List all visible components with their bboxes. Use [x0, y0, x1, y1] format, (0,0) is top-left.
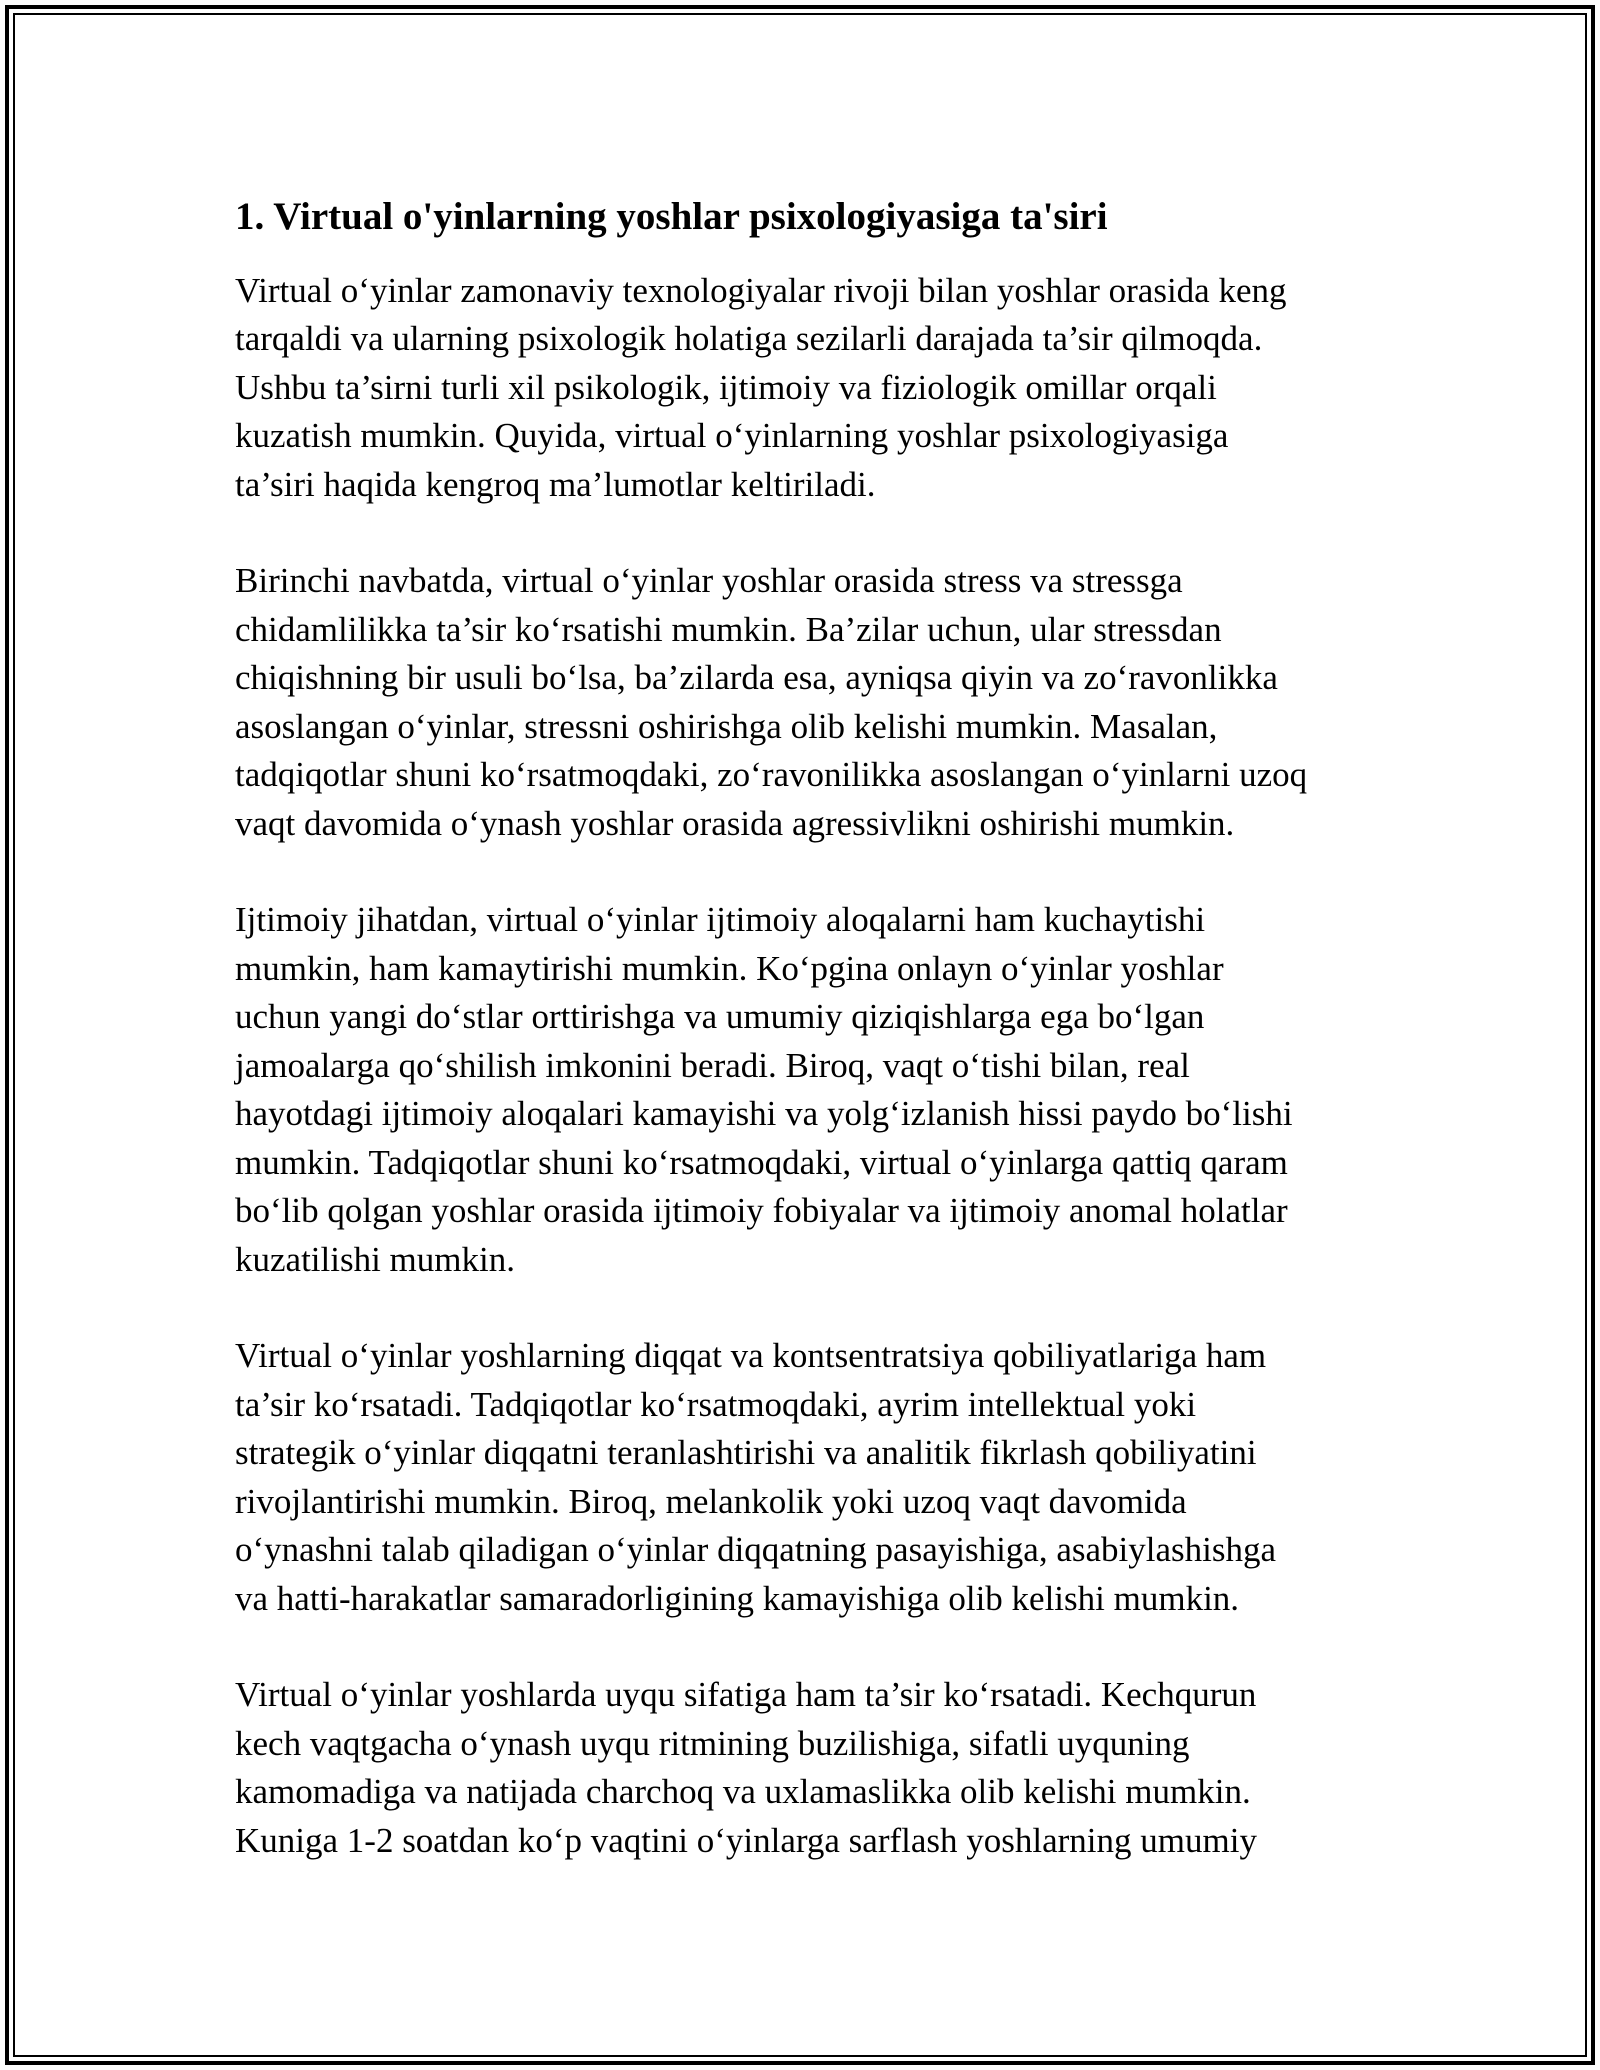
paragraph-stress: Birinchi navbatda, virtual o‘yinlar yoshlar orasida stress va stressga chidamlilikka ta’sir ko‘rsatishi mumkin. Ba’zilar uchun, ular stressdan chiqishning bir usuli bo‘lsa, ba’zilarda esa, ayniqsa qiyin va zo‘ravonlikka asoslangan o‘yinlar, stressni oshirishga olib kelishi mumkin. Masalan, tadqiqotlar shuni ko‘rsatmoqdaki, zo‘ravonilikka asoslangan o‘yinlarni uzoq vaqt davomida o‘ynash yoshlar orasida agressivlikni oshirishi mumkin. [235, 561, 1308, 843]
document-body [235, 180, 1375, 1913]
section-heading: 1. Virtual o'yinlarning yoshlar psixologiyasiga ta'siri [235, 195, 1108, 238]
paragraph-sleep: Virtual o‘yinlar yoshlarda uyqu sifatiga ham ta’sir ko‘rsatadi. Kechqurun kech vaqtgacha o‘ynash uyqu ritmining buzilishiga, sifatli uyquning kamomadiga va natijada charchoq va uxlamaslikka olib kelishi mumkin. Kuniga 1-2 soatdan ko‘p vaqtini o‘yinlarga sarflash yoshlarning umumiy [235, 1675, 1257, 1860]
paragraph-social: Ijtimoiy jihatdan, virtual o‘yinlar ijtimoiy aloqalarni ham kuchaytishi mumkin, ham kamaytirishi mumkin. Ko‘pgina onlayn o‘yinlar yoshlar uchun yangi do‘stlar orttirishga va umumiy qiziqishlarga ega bo‘lgan jamoalarga qo‘shilish imkonini beradi. Biroq, vaqt o‘tishi bilan, real hayotdagi ijtimoiy aloqalari kamayishi va yolg‘izlanish hissi paydo bo‘lishi mumkin. Tadqiqotlar shuni ko‘rsatmoqdaki, virtual o‘yinlarga qattiq qaram bo‘lib qolgan yoshlar orasida ijtimoiy fobiyalar va ijtimoiy anomal holatlar kuzatilishi mumkin. [235, 900, 1293, 1279]
paragraph-attention: Virtual o‘yinlar yoshlarning diqqat va kontsentratsiya qobiliyatlariga ham ta’sir ko‘rsatadi. Tadqiqotlar ko‘rsatmoqdaki, ayrim intellektual yoki strategik o‘yinlar diqqatni teranlashtirishi va analitik fikrlash qobiliyatini rivojlantirishi mumkin. Biroq, melankolik yoki uzoq vaqt davomida o‘ynashni talab qiladigan o‘yinlar diqqatning pasayishiga, asabiylashishga va hatti-harakatlar samaradorligining kamayishiga olib kelishi mumkin. [235, 1336, 1277, 1618]
paragraph-intro: Virtual o‘yinlar zamonaviy texnologiyalar rivoji bilan yoshlar orasida keng tarqaldi va ularning psixologik holatiga sezilarli darajada ta’sir qilmoqda. Ushbu ta’sirni turli xil psikologik, ijtimoiy va fiziologik omillar orqali kuzatish mumkin. Quyida, virtual o‘yinlarning yoshlar psixologiyasiga ta’siri haqida kengroq ma’lumotlar keltiriladi. [235, 270, 1287, 504]
